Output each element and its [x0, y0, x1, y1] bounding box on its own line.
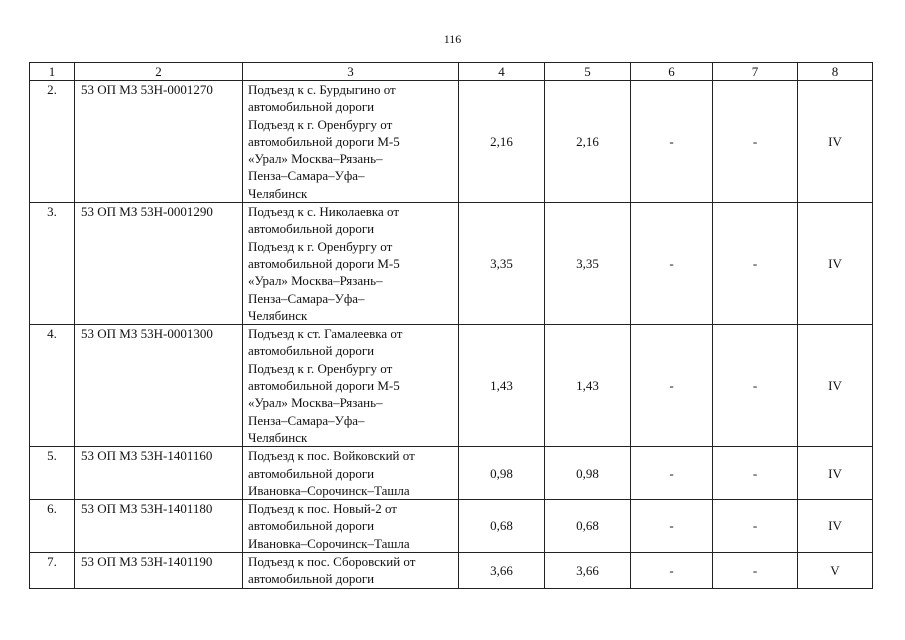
- length-total-cell: 0,68: [459, 500, 545, 553]
- row-number-cell: 5.: [30, 447, 75, 500]
- column-7-cell: -: [713, 553, 798, 589]
- road-name-cell: [243, 447, 459, 500]
- road-name-line: Подъезд к с. Бурдыгино от: [248, 82, 396, 97]
- table-body: [30, 81, 873, 589]
- road-name-line: «Урал» Москва–Рязань–: [248, 151, 383, 167]
- road-name-line: автомобильной дороги М-5: [248, 378, 400, 394]
- length-total-cell: 3,66: [459, 553, 545, 589]
- road-category-cell: V: [798, 553, 873, 589]
- road-code-cell: 53 ОП МЗ 53Н-1401160: [75, 447, 243, 500]
- header-row: [30, 63, 873, 81]
- road-name-line: Ивановка–Сорочинск–Ташла: [248, 535, 410, 551]
- table-header: [30, 63, 873, 81]
- row-number-cell: 3.: [30, 203, 75, 325]
- length-total-cell: 1,43: [459, 325, 545, 447]
- row-number-cell: 2.: [30, 81, 75, 203]
- road-name-line: «Урал» Москва–Рязань–: [248, 273, 383, 289]
- header-col-5: 5: [545, 63, 631, 81]
- road-name-cell: [243, 553, 459, 589]
- table-row: [30, 325, 873, 447]
- road-code-cell: 53 ОП МЗ 53Н-1401190: [75, 553, 243, 589]
- road-name-line: Пенза–Самара–Уфа–: [248, 412, 365, 428]
- road-name-line: автомобильной дороги: [248, 343, 375, 359]
- column-7-cell: -: [713, 500, 798, 553]
- row-number-cell: 7.: [30, 553, 75, 589]
- length-regional-cell: 0,98: [545, 447, 631, 500]
- column-6-cell: -: [631, 447, 713, 500]
- road-name-line: Подъезд к г. Оренбургу от: [248, 238, 393, 254]
- road-name-line: Подъезд к с. Николаевка от: [248, 204, 400, 220]
- column-7-cell: -: [713, 81, 798, 203]
- road-name-line: автомобильной дороги: [248, 99, 375, 115]
- header-col-8: 8: [798, 63, 873, 81]
- road-name-line: автомобильной дороги М-5: [248, 133, 400, 149]
- road-name-line: Пенза–Самара–Уфа–: [248, 168, 365, 184]
- road-code-cell: 53 ОП МЗ 53Н-0001300: [75, 325, 243, 447]
- table-row: [30, 447, 873, 500]
- length-total-cell: 2,16: [459, 81, 545, 203]
- table-row: [30, 553, 873, 589]
- row-number-cell: 4.: [30, 325, 75, 447]
- row-number-cell: 6.: [30, 500, 75, 553]
- road-name-line: Подъезд к пос. Новый-2 от: [248, 501, 397, 517]
- table-row: [30, 81, 873, 203]
- road-name-line: Подъезд к г. Оренбургу от: [248, 116, 393, 132]
- header-col-7: 7: [713, 63, 798, 81]
- road-name-line: автомобильной дороги: [248, 518, 375, 534]
- road-name-line: Ивановка–Сорочинск–Ташла: [248, 482, 410, 498]
- road-category-cell: IV: [798, 81, 873, 203]
- column-6-cell: -: [631, 500, 713, 553]
- road-category-cell: IV: [798, 500, 873, 553]
- road-name-line: Подъезд к ст. Гамалеевка от: [248, 326, 403, 342]
- road-name-line: автомобильной дороги М-5: [248, 255, 400, 271]
- header-col-6: 6: [631, 63, 713, 81]
- road-name-cell: [243, 203, 459, 325]
- road-name-line: автомобильной дороги: [248, 465, 375, 481]
- road-category-cell: IV: [798, 325, 873, 447]
- column-6-cell: -: [631, 203, 713, 325]
- column-7-cell: -: [713, 325, 798, 447]
- road-name-line: автомобильной дороги: [248, 221, 375, 237]
- road-category-cell: IV: [798, 203, 873, 325]
- length-regional-cell: 3,35: [545, 203, 631, 325]
- length-regional-cell: 2,16: [545, 81, 631, 203]
- header-col-4: 4: [459, 63, 545, 81]
- length-total-cell: 0,98: [459, 447, 545, 500]
- length-regional-cell: 1,43: [545, 325, 631, 447]
- road-name-line: автомобильной дороги: [248, 571, 375, 587]
- road-name-line: Челябинск: [248, 307, 308, 323]
- road-code-cell: 53 ОП МЗ 53Н-0001270: [75, 81, 243, 203]
- road-code-cell: 53 ОП МЗ 53Н-0001290: [75, 203, 243, 325]
- road-category-cell: IV: [798, 447, 873, 500]
- road-name-line: Подъезд к пос. Войковский от: [248, 448, 415, 464]
- column-6-cell: -: [631, 553, 713, 589]
- column-7-cell: -: [713, 447, 798, 500]
- length-regional-cell: 0,68: [545, 500, 631, 553]
- page-number: 116: [443, 32, 462, 46]
- road-name-cell: [243, 500, 459, 553]
- column-7-cell: -: [713, 203, 798, 325]
- road-name-line: Подъезд к пос. Сборовский от: [248, 554, 416, 570]
- road-name-line: Подъезд к г. Оренбургу от: [248, 360, 393, 376]
- road-name-cell: [243, 81, 459, 203]
- header-col-3: 3: [243, 63, 459, 81]
- table-row: [30, 500, 873, 553]
- road-name-line: «Урал» Москва–Рязань–: [248, 395, 383, 411]
- road-code-cell: 53 ОП МЗ 53Н-1401180: [75, 500, 243, 553]
- road-name-line: Пенза–Самара–Уфа–: [248, 290, 365, 306]
- header-col-2: 2: [75, 63, 243, 81]
- length-regional-cell: 3,66: [545, 553, 631, 589]
- length-total-cell: 3,35: [459, 203, 545, 325]
- road-name-cell: [243, 325, 459, 447]
- roads-table: [29, 62, 873, 589]
- header-col-1: 1: [30, 63, 75, 81]
- road-name-line: Челябинск: [248, 185, 308, 201]
- column-6-cell: -: [631, 325, 713, 447]
- column-6-cell: -: [631, 81, 713, 203]
- road-name-line: Челябинск: [248, 429, 308, 445]
- table-row: [30, 203, 873, 325]
